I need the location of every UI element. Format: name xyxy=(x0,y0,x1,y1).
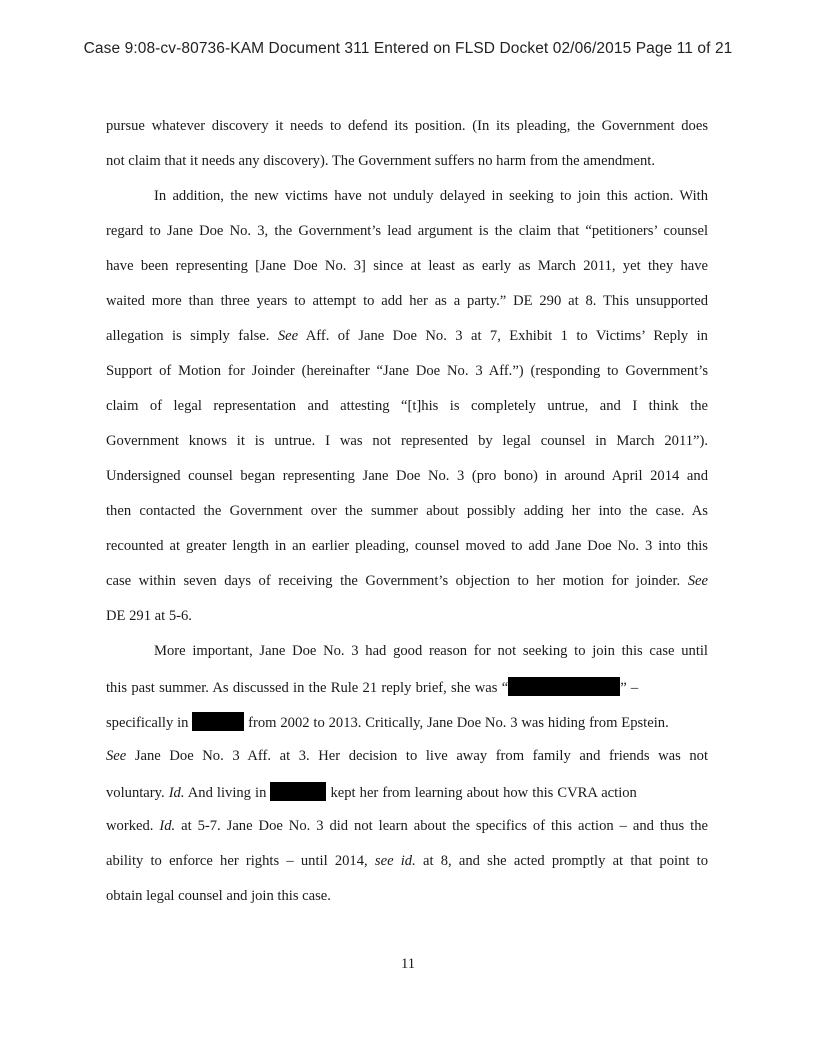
text-line: specifically in from 2002 to 2013. Critically, Jane Doe No. 3 was hiding from Epstein. xyxy=(106,712,708,732)
text-line: DE 291 at 5-6. xyxy=(106,608,192,624)
text-line: waited more than three years to attempt to add her as a party.” DE 290 at 8. This unsupported xyxy=(106,293,708,309)
text-line: Undersigned counsel began representing Jane Doe No. 3 (pro bono) in around April 2014 and xyxy=(106,468,708,484)
text-line: not claim that it needs any discovery). The Government suffers no harm from the amendment. xyxy=(106,153,656,169)
text-line: See Jane Doe No. 3 Aff. at 3. Her decision to live away from family and friends was not xyxy=(106,748,708,764)
docket-header: Case 9:08-cv-80736-KAM Document 311 Entered on FLSD Docket 02/06/2015 Page 11 of 21 xyxy=(83,40,733,57)
text-line: ability to enforce her rights – until 2014, see id. at 8, and she acted promptly at that point to xyxy=(106,853,709,869)
redaction-box xyxy=(192,712,244,731)
redaction-box xyxy=(270,782,326,801)
text-line: pursue whatever discovery it needs to defend its position. (In its pleading, the Government does xyxy=(106,118,708,134)
text-line: Government knows it is untrue. I was not represented by legal counsel in March 2011”). xyxy=(106,433,708,449)
text-line: regard to Jane Doe No. 3, the Government’s lead argument is the claim that “petitioners’ counsel xyxy=(106,223,708,239)
text-line: this past summer. As discussed in the Rule 21 reply brief, she was “ ” – xyxy=(106,677,708,697)
text-line: In addition, the new victims have not unduly delayed in seeking to join this action. With xyxy=(154,188,708,204)
text-line: obtain legal counsel and join this case. xyxy=(106,888,331,904)
text-line: case within seven days of receiving the Government’s objection to her motion for joinder. See xyxy=(106,573,708,589)
redaction-box xyxy=(508,677,620,696)
text-line: voluntary. Id. And living in kept her from learning about how this CVRA action xyxy=(106,782,708,802)
page-number: 11 xyxy=(400,956,416,972)
text-line: have been representing [Jane Doe No. 3] since at least as early as March 2011, yet they have xyxy=(106,258,708,274)
text-line: recounted at greater length in an earlier pleading, counsel moved to add Jane Doe No. 3 into this xyxy=(106,538,708,554)
text-line: claim of legal representation and attesting “[t]his is completely untrue, and I think the xyxy=(106,398,708,414)
text-line: Support of Motion for Joinder (hereinafter “Jane Doe No. 3 Aff.”) (responding to Government’s xyxy=(106,363,708,379)
text-line: More important, Jane Doe No. 3 had good reason for not seeking to join this case until xyxy=(154,643,708,659)
text-line: then contacted the Government over the summer about possibly adding her into the case. As xyxy=(106,503,708,519)
text-line: worked. Id. at 5-7. Jane Doe No. 3 did not learn about the specifics of this action – and thus the xyxy=(106,818,708,834)
text-line: allegation is simply false. See Aff. of Jane Doe No. 3 at 7, Exhibit 1 to Victims’ Reply in xyxy=(106,328,708,344)
